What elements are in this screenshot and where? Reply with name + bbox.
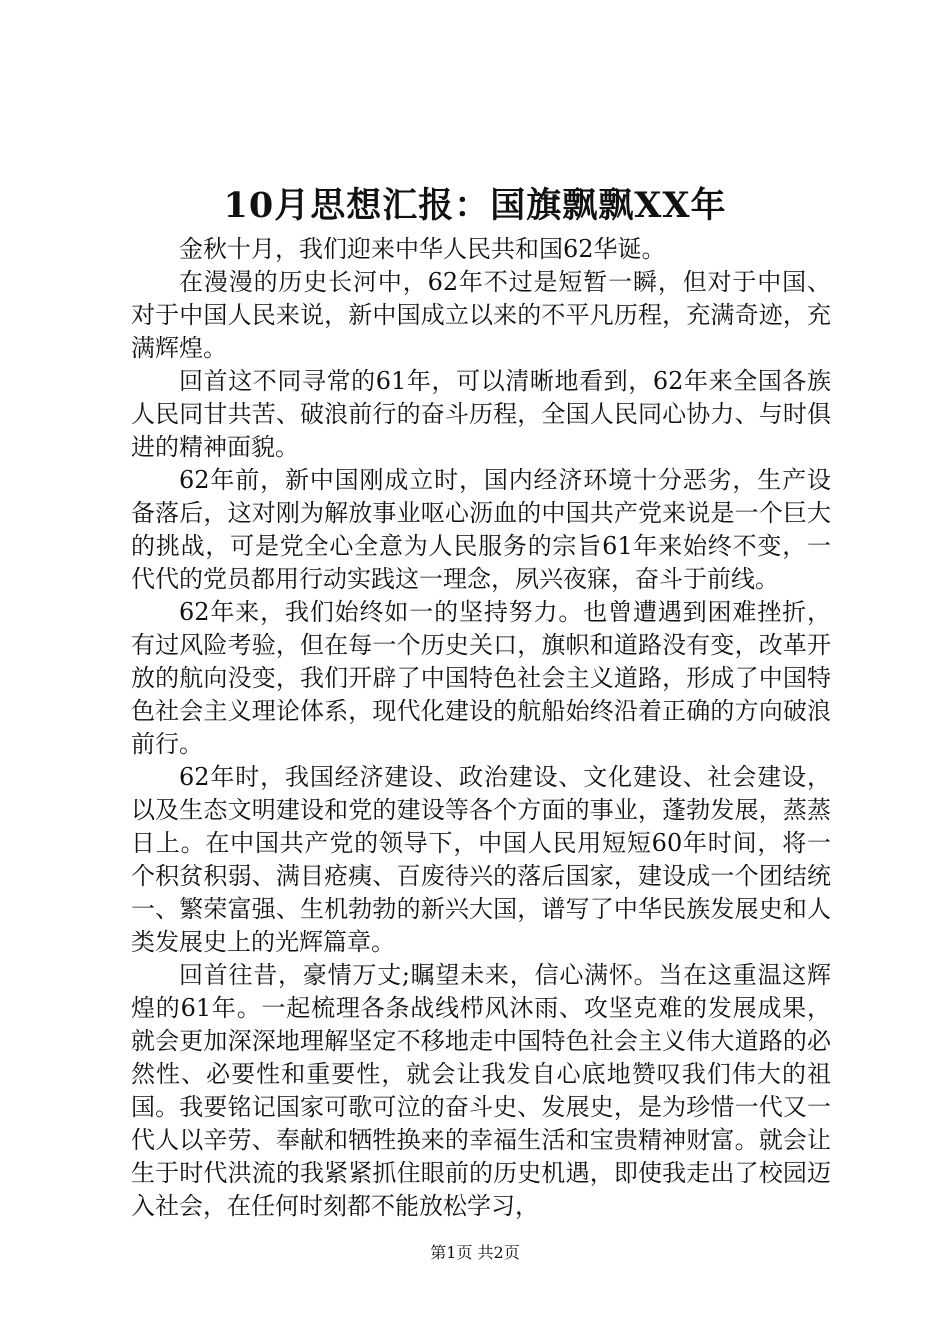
document-body xyxy=(131,233,831,1223)
paragraph: 62年来，我们始终如一的坚持努力。也曾遭遇到困难挫折，有过风险考验，但在每一个历史关口，旗帜和道路没有变，改革开放的航向没变，我们开辟了中国特色社会主义道路，形成了中国特色社会主义理论体系，现代化建设的航船始终沿着正确的方向破浪前行。 xyxy=(131,598,831,758)
paragraph: 62年前，新中国刚成立时，国内经济环境十分恶劣，生产设备落后，这对刚为解放事业呕心沥血的中国共产党来说是一个巨大的挑战，可是党全心全意为人民服务的宗旨61年来始终不变，一代代的党员都用行动实践这一理念，夙兴夜寐，奋斗于前线。 xyxy=(131,466,831,593)
paragraph: 回首往昔，豪情万丈;瞩望未来，信心满怀。当在这重温这辉煌的61年。一起梳理各条战线栉风沐雨、攻坚克难的发展成果，就会更加深深地理解坚定不移地走中国特色社会主义伟大道路的必然性、必要性和重要性，就会让我发自心底地赞叹我们伟大的祖国。我要铭记国家可歌可泣的奋斗史、发展史，是为珍惜一代又一代人以辛劳、奉献和牺牲换来的幸福生活和宝贵精神财富。就会让生于时代洪流的我紧紧抓住眼前的历史机遇，即使我走出了校园迈入社会，在任何时刻都不能放松学习， xyxy=(131,961,831,1220)
document-title: 10月思想汇报：国旗飘飘XX年 xyxy=(223,185,727,226)
paragraph: 在漫漫的历史长河中，62年不过是短暂一瞬，但对于中国、对于中国人民来说，新中国成立以来的不平凡历程，充满奇迹，充满辉煌。 xyxy=(131,268,831,362)
page-number-footer: 第1页 共2页 xyxy=(430,1243,520,1262)
paragraph: 金秋十月，我们迎来中华人民共和国62华诞。 xyxy=(179,235,666,263)
paragraph: 62年时，我国经济建设、政治建设、文化建设、社会建设，以及生态文明建设和党的建设等各个方面的事业，蓬勃发展，蒸蒸日上。在中国共产党的领导下，中国人民用短短60年时间，将一个积贫积弱、满目疮痍、百废待兴的落后国家，建设成一个团结统一、繁荣富强、生机勃勃的新兴大国，谱写了中华民族发展史和人类发展史上的光辉篇章。 xyxy=(131,763,831,956)
paragraph: 回首这不同寻常的61年，可以清晰地看到，62年来全国各族人民同甘共苦、破浪前行的奋斗历程，全国人民同心协力、与时俱进的精神面貌。 xyxy=(131,367,831,461)
